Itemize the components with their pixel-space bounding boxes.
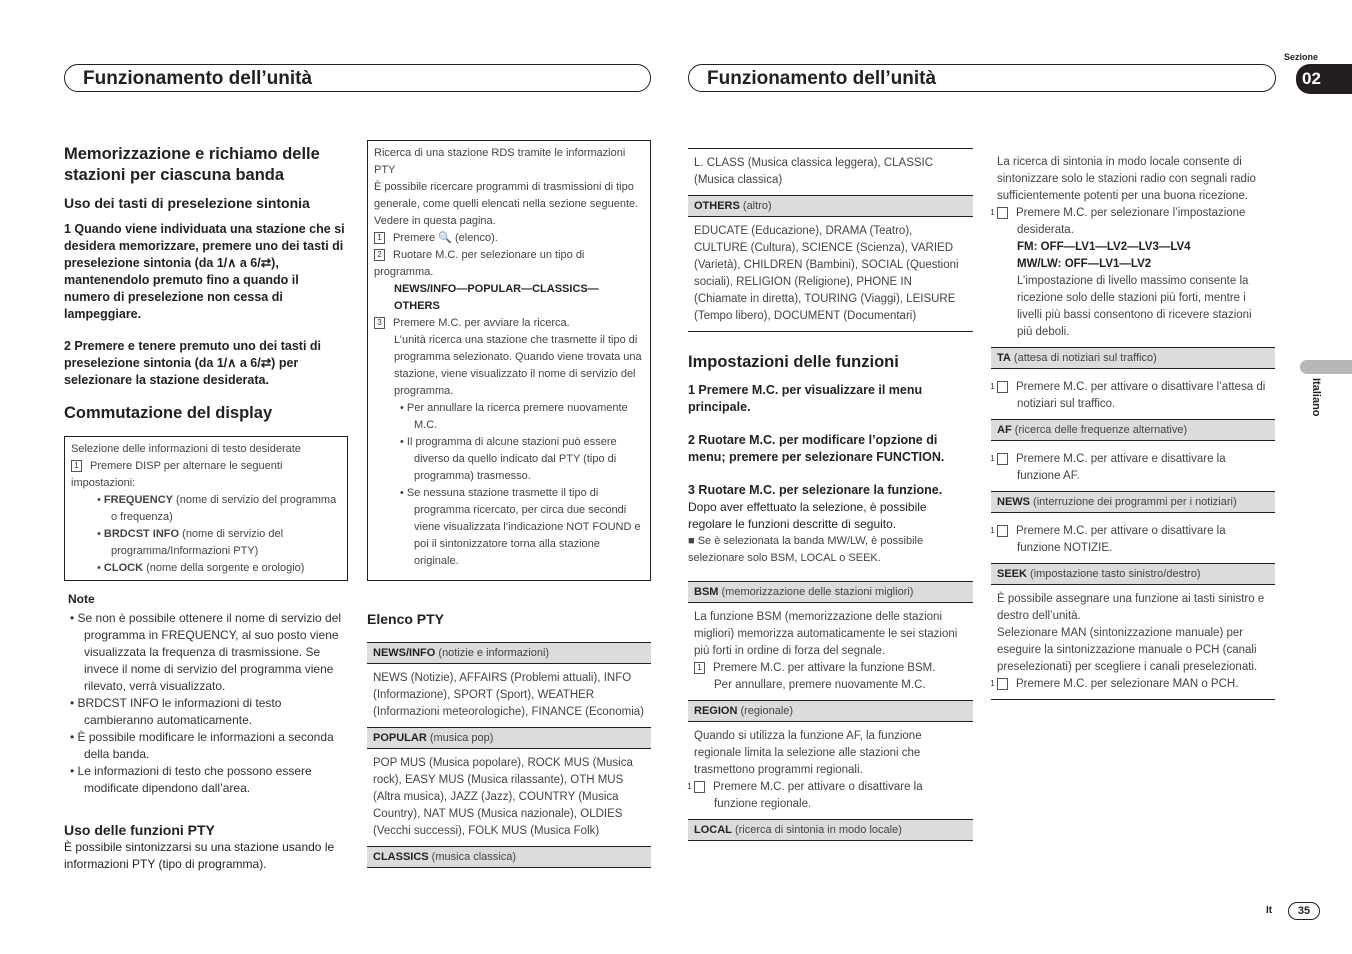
news-body: 1 Premere M.C. per attivare o disattivare la funzione NOTIZIE.	[990, 525, 1226, 554]
pty-table-head: POPULAR (musica pop)	[367, 727, 651, 749]
bsm-head: BSM (memorizzazione delle stazioni migliori)	[688, 581, 973, 603]
local-body: La ricerca di sintonia in modo locale consente di sintonizzare solo le stazioni radio con segnali radio sufficientemente potenti per una buona ricezione. 1 Premere M.C. per selezionare l’impostazione desiderata. FM: OFF—LV1—LV2—LV3—LV4 MW/LW: OFF—LV1—LV2 L’impostazione di livello massimo consente la ricezione solo delle stazioni più forti, mentre i livelli più bassi consentono di ricevere stazioni più deboli.	[990, 156, 1256, 338]
af-head: AF (ricerca delle frequenze alternative)	[991, 419, 1275, 441]
heading-preselezione: Uso dei tasti di preselezione sintonia	[64, 195, 310, 211]
display-option-text: (nome di servizio del programma o frequenza)	[111, 494, 337, 523]
left-header-title: Funzionamento dell’unità	[83, 68, 313, 89]
step-number-icon: 1	[694, 662, 705, 674]
region-head: REGION (regionale)	[688, 700, 973, 722]
right-header	[688, 64, 1276, 92]
page-number: 35	[1288, 902, 1320, 920]
region-body: Quando si utilizza la funzione AF, la funzione regionale limita la selezione alle stazioni che trasmettono programmi regionali. 1 Premere M.C. per attivare o disattivare la funzione regionale.	[687, 730, 923, 810]
pty-table-head: OTHERS (altro)	[688, 195, 973, 217]
pty-table-body: L. CLASS (Musica classica leggera), CLASSIC (Musica classica)	[694, 157, 934, 186]
side-tab	[1300, 360, 1352, 374]
note-item: • Se non è possibile ottenere il nome di servizio del programma in FREQUENCY, al suo posto viene visualizzata la frequenza di trasmissione. Se invece il nome di servizio del programma viene rilevato, verrà visualizzato.	[70, 611, 342, 693]
display-box-step: Premere DISP per alternare le seguenti impostazioni:	[71, 460, 283, 489]
display-option-key: BRDCST INFO	[103, 528, 180, 540]
bsm-body: La funzione BSM (memorizzazione delle stazioni migliori) memorizza automaticamente le sei stazioni più forti in ordine di forza del segnale. 1 Premere M.C. per attivare la funzione BSM. Per annullare, premere nuovamente M.C.	[694, 611, 958, 691]
seek-body: È possibile assegnare una funzione ai tasti sinistro e destro dell’unità. Selezionare MAN (sintonizzazione manuale) per eseguire la sintonizzazione manuale o PCH (canali preselezionati) per scegliere i canali preselezionati. 1 Premere M.C. per selezionare MAN o PCH.	[990, 593, 1265, 690]
step-number-icon: 1	[997, 207, 1008, 219]
page-language: It	[1266, 905, 1273, 916]
note-item: • È possibile modificare le informazioni a seconda della banda.	[70, 730, 334, 761]
display-option-text: (nome di servizio del programma/Informazioni PTY)	[111, 528, 284, 557]
step-number-icon: 1	[374, 232, 385, 244]
section-number: 02	[1296, 64, 1352, 94]
pty-step-1: Premere 🔍 (elenco).	[393, 232, 498, 244]
step-number-icon: 1	[997, 525, 1008, 537]
right-header-title: Funzionamento dell’unità	[707, 68, 937, 89]
ta-head: TA (attesa di notiziari sul traffico)	[991, 347, 1275, 369]
step-number-icon: 3	[374, 317, 385, 329]
pty-step-2-options: NEWS/INFO—POPULAR—CLASSICS—OTHERS	[394, 283, 599, 312]
display-option-text: (nome della sorgente e orologio)	[143, 562, 305, 574]
pty-text: È possibile sintonizzarsi su una stazione usando le informazioni PTY (tipo di programma).	[64, 840, 335, 871]
pty-bullet: • Se nessuna stazione trasmette il tipo di programma ricercato, per circa due secondi viene visualizzata l’indicazione NOT FOUND e poi il sintonizzatore torna alla stazione originale.	[400, 487, 641, 567]
pty-table-head: NEWS/INFO (notizie e informazioni)	[367, 642, 651, 664]
news-head: NEWS (interruzione dei programmi per i notiziari)	[991, 491, 1275, 513]
column-3	[688, 148, 973, 841]
step-number-icon: 1	[997, 678, 1008, 690]
func-step-2: 2 Ruotare M.C. per modificare l’opzione di menu; premere per selezionare FUNCTION.	[688, 433, 945, 464]
display-option-key: FREQUENCY	[103, 494, 173, 506]
display-box: Selezione delle informazioni di testo desiderate 1 Premere DISP per alternare le seguenti impostazioni: • FREQUENCY (nome di servizio del programma o frequenza) • BRDCST INFO (nome di servizio del programma/Informazioni PTY) • CLOCK (nome della sorgente e orologio)	[64, 436, 348, 581]
col1-step-2: 2 Premere e tenere premuto uno dei tasti di preselezione sintonia (da 1/∧ a 6/⇄) per selezionare la stazione desiderata.	[64, 339, 322, 387]
pty-box-intro2: È possibile ricercare programmi di trasmissioni di tipo generale, come quelli elencati nella sezione seguente. Vedere in questa pagina.	[374, 181, 639, 227]
note-item: • BRDCST INFO le informazioni di testo cambieranno automaticamente.	[70, 696, 282, 727]
step-number-icon: 2	[374, 249, 385, 261]
heading-memorizzazione: Memorizzazione e richiamo delle stazioni per ciascuna banda	[64, 145, 320, 184]
ta-body: 1 Premere M.C. per attivare o disattivare l’attesa di notiziari sul traffico.	[990, 381, 1266, 410]
func-step-3-text: Dopo aver effettuato la selezione, è possibile regolare le funzioni descritte di seguito.	[688, 500, 927, 531]
pty-search-box	[367, 140, 651, 581]
step-number-icon: 1	[997, 453, 1008, 465]
column-4	[991, 148, 1275, 700]
pty-table-body: EDUCATE (Educazione), DRAMA (Teatro), CULTURE (Cultura), SCIENCE (Scienza), VARIED (Varietà), CHILDREN (Bambini), SOCIAL (Questioni sociali), RELIGION (Religione), PHONE IN (Chiamate in diretta), TOURING (Viaggi), LEISURE (Tempo libero), DOCUMENT (Documentari)	[694, 225, 959, 322]
pty-step-3: Premere M.C. per avviare la ricerca.	[393, 317, 570, 329]
heading-display: Commutazione del display	[64, 404, 273, 422]
column-2	[367, 140, 651, 868]
pty-table-head: CLASSICS (musica classica)	[367, 846, 651, 868]
section-label: Sezione	[1284, 52, 1319, 62]
pty-table-body: NEWS (Notizie), AFFAIRS (Problemi attuali), INFO (Informazione), SPORT (Sport), WEATHER (Informazioni meteorologiche), FINANCE (Economia)	[373, 672, 644, 718]
side-language: Italiano	[1310, 378, 1322, 417]
func-step-3-note: ■ Se è selezionata la banda MW/LW, è possibile selezionare solo BSM, LOCAL o SEEK.	[688, 535, 924, 564]
func-step-3: 3 Ruotare M.C. per selezionare la funzione.	[688, 483, 943, 497]
step-number-icon: 1	[997, 381, 1008, 393]
local-head: LOCAL (ricerca di sintonia in modo locale)	[688, 819, 973, 841]
pty-table	[367, 642, 651, 868]
display-box-title: Selezione delle informazioni di testo desiderate	[71, 443, 301, 455]
heading-elenco-pty: Elenco PTY	[367, 611, 445, 627]
func-step-1: 1 Premere M.C. per visualizzare il menu principale.	[688, 383, 923, 414]
note-item: • Le informazioni di testo che possono essere modificate dipendono dall’area.	[70, 764, 312, 795]
pty-step-3-text: L’unità ricerca una stazione che trasmette il tipo di programma selezionato. Quando viene trovata una stazione, viene visualizzato il nome di servizio del programma.	[394, 334, 642, 397]
pty-table-body: POP MUS (Musica popolare), ROCK MUS (Musica rock), EASY MUS (Musica rilassante), OTH MUS (Altra musica), JAZZ (Jazz), COUNTRY (Musica Country), NAT MUS (Musica nazionale), OLDIES (Vecchi successi), FOLK MUS (Musica Folk)	[373, 757, 633, 837]
seek-head: SEEK (impostazione tasto sinistro/destro)	[991, 563, 1275, 585]
pty-box-intro: Ricerca di una stazione RDS tramite le informazioni PTY	[374, 147, 626, 176]
heading-impostazioni: Impostazioni delle funzioni	[688, 353, 899, 371]
display-option-key: CLOCK	[103, 562, 144, 574]
note-title: Note	[68, 592, 95, 606]
af-body: 1 Premere M.C. per attivare e disattivare la funzione AF.	[990, 453, 1226, 482]
pty-bullet: • Per annullare la ricerca premere nuovamente M.C.	[400, 402, 628, 431]
left-header	[64, 64, 651, 92]
heading-pty: Uso delle funzioni PTY	[64, 822, 215, 838]
col1-step-1: 1 Quando viene individuata una stazione che si desidera memorizzare, premere uno dei tasti di preselezione sintonia (da 1/∧ a 6/⇄), mantenendolo premuto fino a quando il numero di preselezione non cessa di lampeggiare.	[64, 222, 345, 321]
step-number-icon: 1	[694, 781, 705, 793]
column-1	[64, 140, 348, 873]
pty-bullet: • Il programma di alcune stazioni può essere diverso da quello indicato dal PTY (tipo di programma) trasmesso.	[400, 436, 617, 482]
pty-step-2: Ruotare M.C. per selezionare un tipo di programma.	[374, 249, 585, 278]
step-number-icon: 1	[71, 460, 82, 472]
